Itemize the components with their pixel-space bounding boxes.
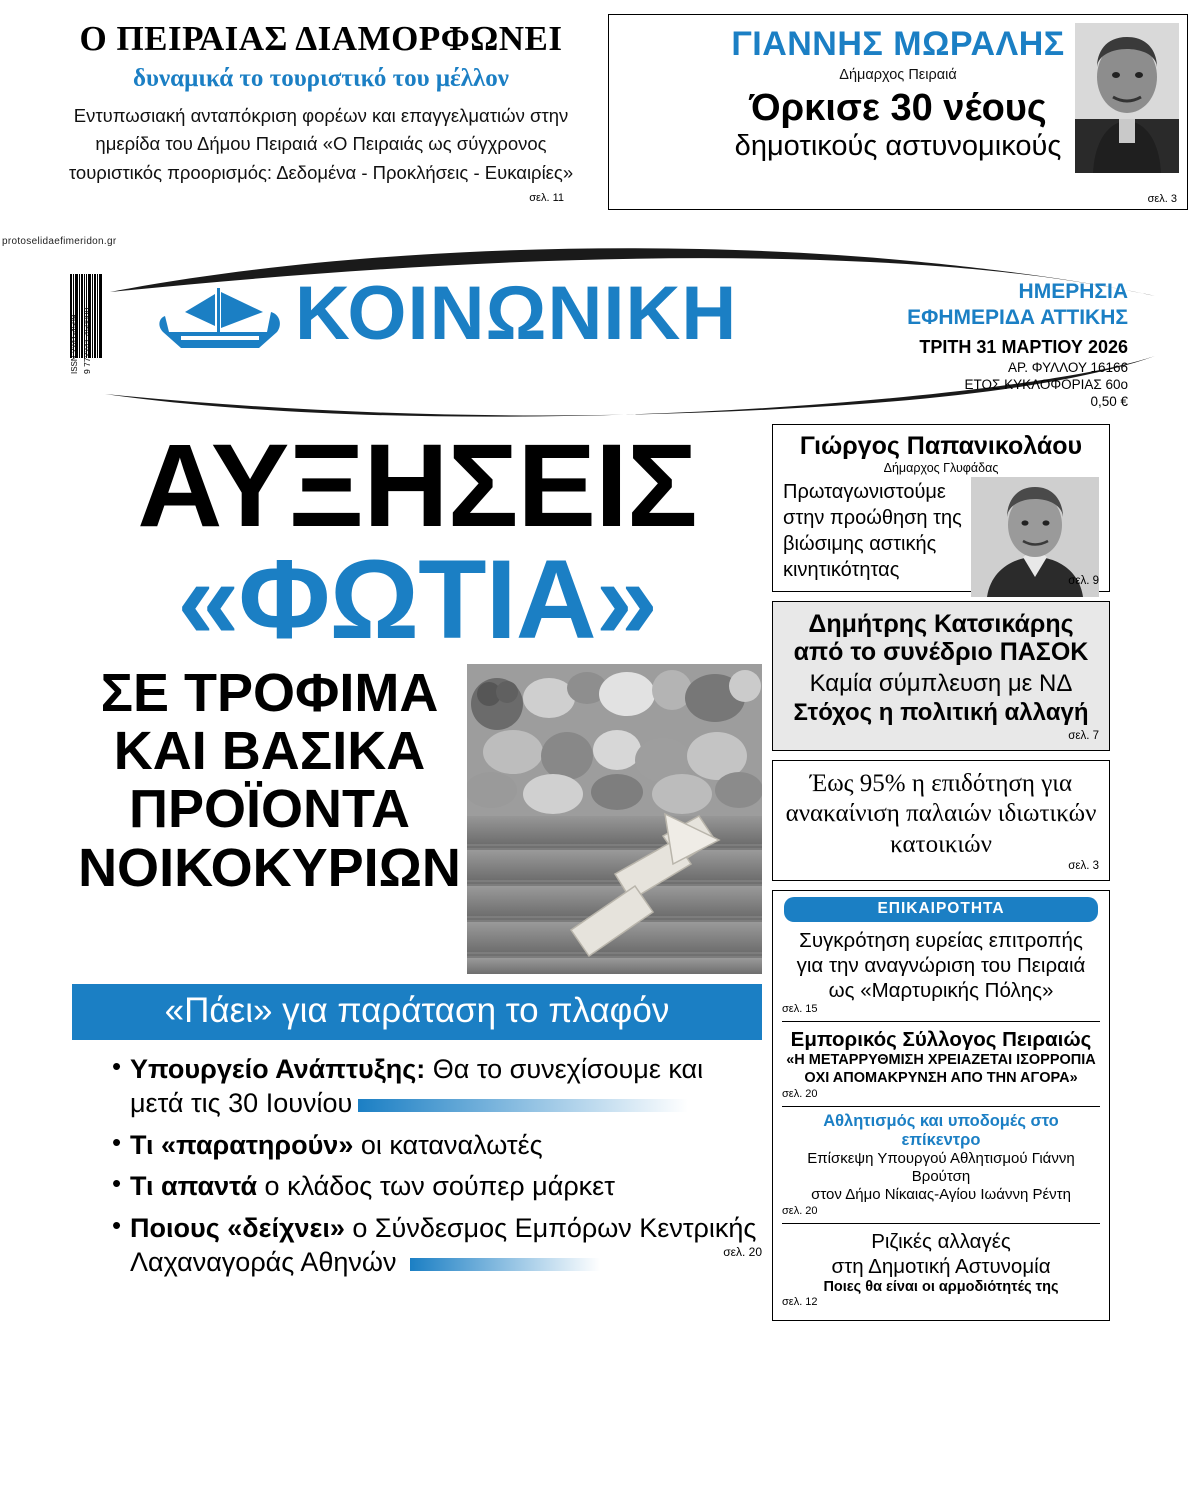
roundup-2-title: Αθλητισμός και υποδομές στο επίκεντρο — [823, 1111, 1059, 1149]
bullets-page-ref: σελ. 20 — [723, 1245, 762, 1260]
divider — [782, 1106, 1100, 1107]
sidebar-story-papanikolaou[interactable] — [772, 424, 1110, 592]
teaser-page-ref: σελ. 11 — [529, 191, 564, 204]
lead-story[interactable] — [72, 420, 762, 1321]
roundup-1-title: Εμπορικός Σύλλογος Πειραιώς — [790, 1028, 1092, 1052]
price: 0,50 € — [1090, 393, 1128, 409]
masthead — [0, 234, 1200, 424]
lead-headline-1: ΑΥΞΗΣΕΙΣ — [137, 420, 697, 552]
katsikaris-line-2: Στόχος η πολιτική αλλαγή — [793, 699, 1089, 727]
masthead-info — [907, 279, 1128, 411]
top-banner — [0, 0, 1200, 232]
roundup-0-page-ref: σελ. 15 — [782, 1003, 818, 1016]
lead-bullet-list — [72, 1052, 762, 1280]
top-left-teaser[interactable] — [0, 14, 600, 232]
roundup-0-line-1: για την αναγνώριση του Πειραιά — [796, 954, 1086, 978]
subsidy-text: Έως 95% η επιδότηση για ανακαίνιση παλαιών ιδιωτικών κατοικιών — [785, 769, 1097, 858]
news-roundup-box — [772, 890, 1110, 1321]
katsikaris-title-2: από το συνέδριο ΠΑΣΟΚ — [793, 638, 1089, 667]
bullet-rest-3: ο Σύνδεσμος Εμπόρων Κεντρικής Λαχαναγοράς Αθηνών — [130, 1212, 757, 1278]
teaser-right-headline-1: Όρκισε 30 νέους — [749, 87, 1047, 129]
sidebar-person-name: Γιώργος Παπανικολάου — [799, 432, 1083, 460]
list-item[interactable] — [112, 1169, 762, 1204]
roundup-3-page-ref: σελ. 12 — [782, 1296, 818, 1309]
katsikaris-title-1: Δημήτρης Κατσικάρης — [808, 610, 1074, 639]
teaser-person-role: Δήμαρχος Πειραιά — [839, 67, 957, 83]
edition-line-1: ΗΜΕΡΗΣΙΑ — [1018, 280, 1128, 303]
roundup-3-line-1: στη Δημοτική Αστυνομία — [831, 1254, 1051, 1278]
teaser-right-page-ref: σελ. 3 — [1147, 193, 1177, 205]
roundup-2-line-0: Επίσκεψη Υπουργού Αθλητισμού Γιάννη Βρούτση — [807, 1149, 1075, 1186]
roundup-0-line-2: ως «Μαρτυρικής Πόλης» — [828, 979, 1054, 1003]
list-item[interactable] — [782, 1229, 1100, 1313]
roundup-3-sub: Ποιες θα είναι οι αρμοδιότητές της — [823, 1278, 1059, 1295]
bullet-rest-0: Θα το συνεχίσουμε και μετά τις 30 Ιουνίου — [130, 1053, 704, 1119]
portrait-photo-moralis — [1075, 23, 1179, 173]
teaser-right-headline-2: δημοτικούς αστυνομικούς — [734, 129, 1062, 162]
roundup-0-line-0: Συγκρότηση ευρείας επιτροπής — [799, 929, 1083, 953]
publication-date: ΤΡΙΤΗ 31 ΜΑΡΤΙΟΥ 2026 — [919, 336, 1128, 357]
roundup-2-line-1: στον Δήμο Νίκαιας-Αγίου Ιωάννη Ρέντη — [811, 1186, 1071, 1204]
bullet-rest-2: ο κλάδος των σούπερ μάρκετ — [257, 1171, 615, 1202]
site-watermark: protoselidaefimeridon.gr — [2, 236, 117, 247]
circulation-year: ΕΤΟΣ ΚΥΚΛΟΦΟΡΙΑΣ 60ο — [964, 376, 1128, 392]
list-item[interactable] — [112, 1052, 762, 1121]
top-right-teaser[interactable] — [608, 14, 1188, 210]
roundup-1-caps-1: ΟΧΙ ΑΠΟΜΑΚΡΥΝΣΗ ΑΠΟ ΤΗΝ ΑΓΟΡΑ» — [804, 1070, 1078, 1087]
issue-number: ΑΡ. ΦΥΛΛΟΥ 16166 — [1008, 360, 1128, 375]
roundup-2-page-ref: σελ. 20 — [782, 1204, 818, 1217]
divider — [782, 1021, 1100, 1022]
teaser-headline-2: δυναμικά το τουριστικό του μέλλον — [133, 64, 509, 92]
main-content — [0, 420, 1200, 1321]
list-item[interactable] — [782, 1027, 1100, 1103]
barcode-issn: ISSN 2241-4509 — [70, 314, 79, 374]
katsikaris-line-1: Καμία σύμπλευση με ΝΔ — [809, 670, 1073, 698]
sidebar-person-role: Δήμαρχος Γλυφάδας — [883, 461, 999, 476]
lead-headline-3: ΣΕ ΤΡΟΦΙΜΑ ΚΑΙ ΒΑΣΙΚΑ ΠΡΟΪΟΝΤΑ ΝΟΙΚΟΚΥΡΙΩΝ — [78, 662, 461, 898]
decorative-gradient-bar — [358, 1099, 688, 1112]
divider — [782, 1223, 1100, 1224]
barcode-number: 9 772241 450000 — [82, 307, 92, 374]
sidebar-story-subsidy[interactable] — [772, 760, 1110, 882]
lead-headline-2: «ΦΩΤΙΑ» — [177, 536, 657, 662]
teaser-person-name: ΓΙΑΝΝΗΣ ΜΩΡΑΛΗΣ — [731, 25, 1065, 63]
news-roundup-header: ΕΠΙΚΑΙΡΟΤΗΤΑ — [784, 897, 1098, 922]
ship-logo-icon — [155, 284, 285, 354]
list-item[interactable] — [782, 928, 1100, 1019]
sidebar-story-body: Πρωταγωνιστούμε στην προώθηση της βιώσιμης αστικής κινητικότητας — [783, 481, 962, 582]
bullet-bold-2: Τι απαντά — [130, 1171, 258, 1202]
teaser-body: Εντυπωσιακή ανταπόκριση φορέων και επαγγελματιών στην ημερίδα του Δήμου Πειραιά «Ο Πειραιάς ως σύγχρονος τουριστικός προορισμός: Δεδομένα - Προκλήσεις - Ευκαιρίες» — [68, 104, 574, 183]
roundup-1-page-ref: σελ. 20 — [782, 1087, 818, 1100]
bullet-bold-1: Τι «παρατηρούν» — [130, 1129, 354, 1160]
teaser-headline-1: Ο ΠΕΙΡΑΙΑΣ ΔΙΑΜΟΡΦΩΝΕΙ — [79, 19, 563, 58]
roundup-3-line-0: Ριζικές αλλαγές — [871, 1229, 1011, 1253]
sidebar-story-katsikaris[interactable] — [772, 601, 1110, 751]
newspaper-title: ΚΟΙΝΩΝΙΚΗ — [295, 271, 738, 356]
bullet-rest-1: οι καταναλωτές — [353, 1129, 543, 1160]
right-sidebar — [772, 424, 1110, 1321]
barcode — [70, 274, 110, 384]
roundup-1-caps-0: «Η ΜΕΤΑΡΡΥΘΜΙΣΗ ΧΡΕΙΑΖΕΤΑΙ ΙΣΟΡΡΟΠΙΑ — [786, 1052, 1096, 1069]
decorative-gradient-bar-2 — [410, 1258, 600, 1271]
lead-subheadline-bar: «Πάει» για παράταση το πλαφόν — [72, 984, 762, 1040]
subsidy-page-ref: σελ. 3 — [1068, 860, 1099, 873]
sidebar-page-ref: σελ. 9 — [1068, 575, 1099, 588]
lead-photo-vegetables — [467, 664, 762, 974]
bullet-bold-0: Υπουργείο Ανάπτυξης: — [130, 1053, 426, 1084]
list-item[interactable] — [782, 1112, 1100, 1221]
katsikaris-page-ref: σελ. 7 — [1068, 729, 1099, 742]
bullet-bold-3: Ποιους «δείχνει» — [130, 1212, 345, 1243]
list-item[interactable] — [112, 1128, 762, 1163]
edition-line-2: ΕΦΗΜΕΡΙΔΑ ΑΤΤΙΚΗΣ — [907, 306, 1128, 330]
list-item[interactable] — [112, 1211, 762, 1280]
